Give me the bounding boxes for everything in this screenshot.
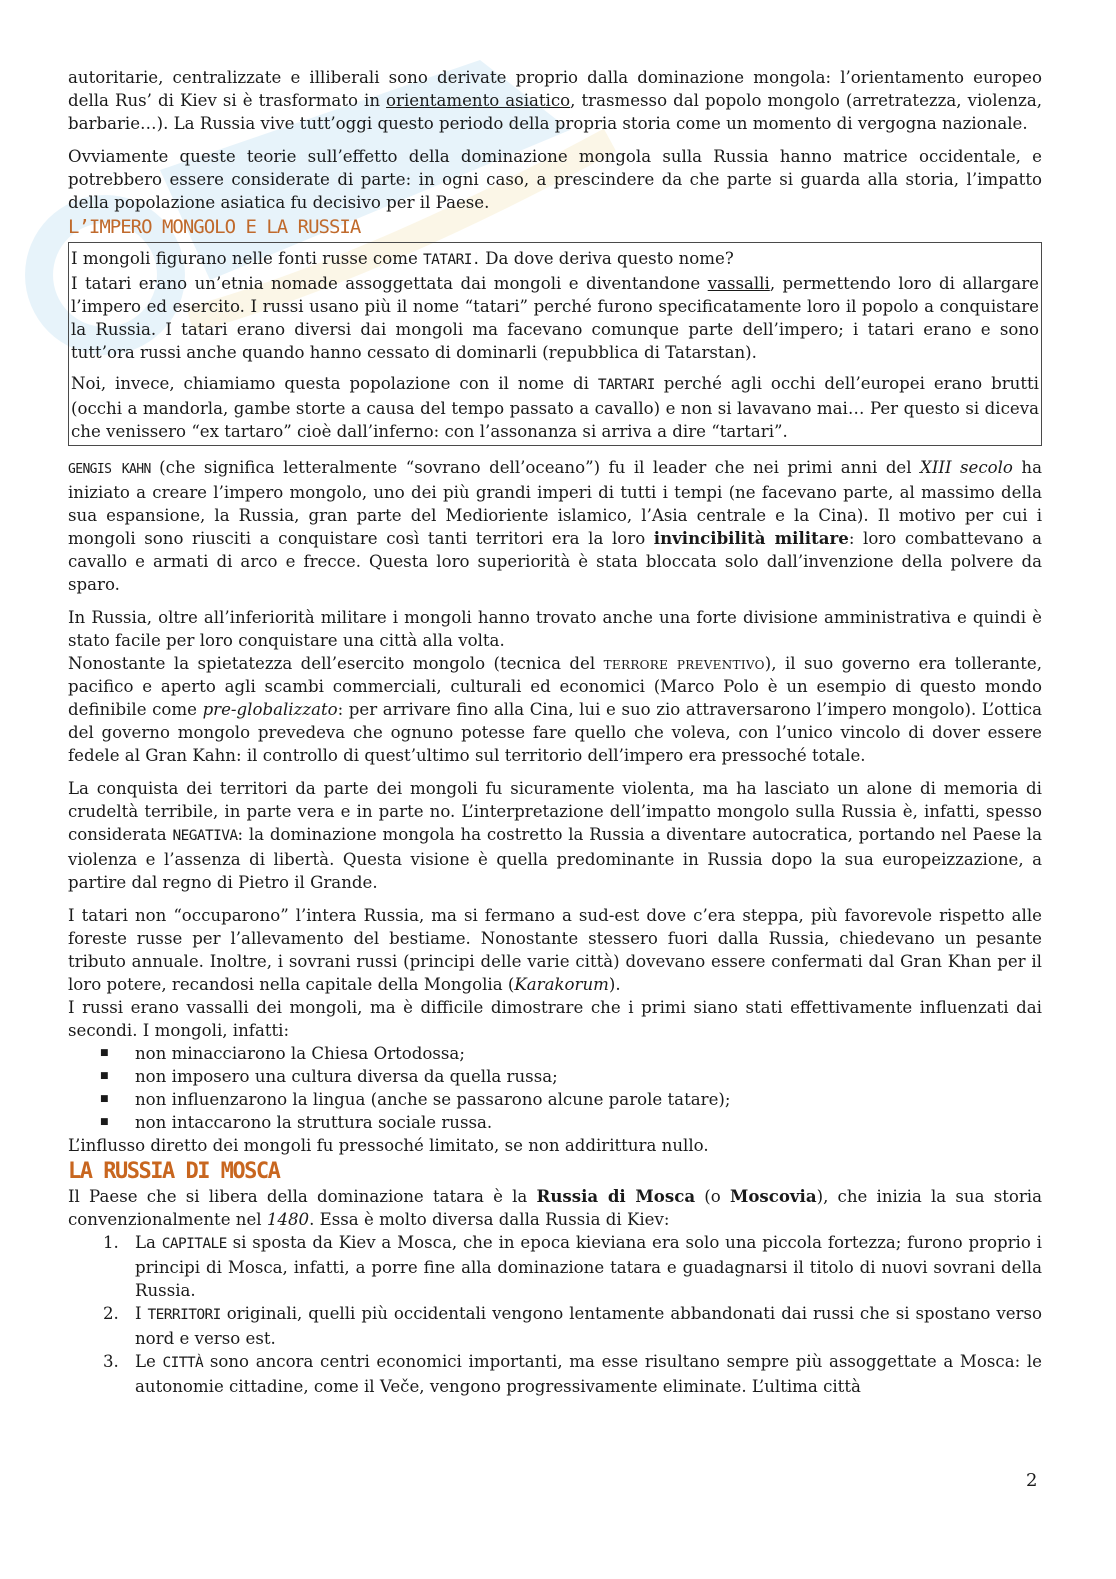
box-paragraph-tartari: Noi, invece, chiamiamo questa popolazione con il nome di TARTARI perché agli occhi dell’europei erano brutti (occhi a mandorla, gambe storte a causa del tempo passato a cavallo) e non si lavavano mai… Per questo si diceva che venissero “ex tartaro” cioè dall’inferno: con l’assonanza si arriva a dire “tartari”. [71, 374, 1039, 441]
page-number: 2 [1026, 1470, 1038, 1491]
moscovia-differences-list [68, 1231, 1042, 1398]
paragraph-tatari-tributo: I tatari non “occuparono” l’intera Russia, ma si fermano a sud-est dove c’era steppa, più favorevole rispetto alle foreste russe per l’allevamento del bestiame. Nonostante stessero fuori dalla Russia, chiedevano un pesante tributo annuale. Inoltre, i sovrani russi (principi delle varie città) dovevano essere confermati dal Gran Khan per il loro potere, recandosi nella capitale della Mongolia (Karakorum). I russi erano vassalli dei mongoli, ma è difficile dimostrare che i primi siano stati effettivamente influenzati dai secondi. I mongoli, infatti: [68, 906, 1042, 1040]
section-heading-impero-mongolo: L’IMPERO MONGOLO E LA RUSSIA [68, 216, 361, 238]
document-page [68, 66, 1042, 1398]
list-item: 2. I TERRITORI originali, quelli più occidentali vengono lentamente abbandonati dai russi che si spostano verso nord e verso est. [103, 1304, 1042, 1348]
paragraph-western-theories: Ovviamente queste teorie sull’effetto della dominazione mongola sulla Russia hanno matrice occidentale, e potrebbero essere considerate di parte: in ogni caso, a prescindere da che parte si guarda alla storia, l’impatto della popolazione asiatica fu decisivo per il Paese. [68, 147, 1042, 212]
list-item: ■ non influenzarono la lingua (anche se passarono alcune parole tatare); [68, 1088, 1042, 1111]
list-item: ■ non imposero una cultura diversa da quella russa; [68, 1065, 1042, 1088]
paragraph-conquista-violenta: La conquista dei territori da parte dei mongoli fu sicuramente violenta, ma ha lasciato un alone di memoria di crudeltà terribile, in parte vera e in parte no. L’interpretazione dell’impatto mongolo sulla Russia è, infatti, spesso considerata NEGATIVA: la dominazione mongola ha costretto la Russia a diventare autocratica, portando nel Paese la violenza e l’assenza di libertà. Questa visione è quella predominante in Russia dopo la sua europeizzazione, a partire dal regno di Pietro il Grande. [68, 779, 1042, 892]
list-item: 3. Le CITTÀ sono ancora centri economici importanti, ma esse risultano sempre più assoggettate a Mosca: le autonomie cittadine, come il Veče, vengono progressivamente eliminate. L’ultima città [103, 1352, 1042, 1396]
list-item: ■ non intaccarono la struttura sociale russa. [68, 1111, 1042, 1134]
box-paragraph-tatari: I mongoli figurano nelle fonti russe come TATARI. Da dove deriva questo nome? I tatari erano un’etnia nomade assoggettata dai mongoli e diventandone vassalli, permettendo loro di allargare l’impero ed esercito. I russi usano più il nome “tatari” perché furono specificatamente loro il popolo a conquistare la Russia. I tatari erano diversi dai mongoli ma facevano comunque parte dell’impero; i tatari erano e sono tutt’ora russi anche quando hanno cessato di dominarli (repubblica di Tatarstan). [71, 249, 1039, 362]
tatari-info-box [68, 242, 1042, 446]
paragraph-gengis-khan: GENGIS KAHN (che significa letteralmente “sovrano dell’oceano”) fu il leader che nei primi anni del XIII secolo ha iniziato a creare l’impero mongolo, uno dei più grandi imperi di tutti i tempi (ne facevano parte, al massimo della sua espansione, la Russia, gran parte del Medioriente islamico, l’Asia centrale e la Cina). Il motivo per cui i mongoli sono riusciti a conquistare così tanti territori era la loro invincibilità militare: loro combattevano a cavallo e armati di arco e frecce. Questa loro superiorità è stata bloccata solo dall’invenzione della polvere da sparo. [68, 458, 1042, 594]
list-item: ■ non minacciarono la Chiesa Ortodossa; [68, 1042, 1042, 1065]
mongol-influence-list [68, 1042, 1042, 1134]
paragraph-russia-divisione: In Russia, oltre all’inferiorità militare i mongoli hanno trovato anche una forte divisione amministrativa e quindi è stato facile per loro conquistare una città alla volta. Nonostante la spietatezza dell’esercito mongolo (tecnica del terrore preventivo), il suo governo era tollerante, pacifico e aperto agli scambi commerciali, culturali ed economici (Marco Polo è un esempio di questo mondo definibile come pre-globalizzato: per arrivare fino alla Cina, lui e suo zio attraversarono l’impero mongolo). L’ottica del governo mongolo prevedeva che ognuno potesse fare quello che voleva, con l’unico vincolo di dover essere fedele al Gran Kahn: il controllo di quest’ultimo sul territorio dell’impero era pressoché totale. [68, 608, 1042, 765]
list-item: 1. La CAPITALE si sposta da Kiev a Mosca, che in epoca kieviana era solo una piccola fortezza; furono proprio i principi di Mosca, infatti, a porre fine alla dominazione tatara e guadagnarsi il titolo di nuovi sovrani della Russia. [103, 1233, 1042, 1300]
paragraph-intro-continuation: autoritarie, centralizzate e illiberali sono derivate proprio dalla dominazione mongola: l’orientamento europeo della Rus’ di Kiev si è trasformato in orientamento asiatico, trasmesso dal popolo mongolo (arretratezza, violenza, barbarie…). La Russia vive tutt’oggi questo periodo della propria storia come un momento di vergogna nazionale. [68, 68, 1042, 133]
paragraph-influsso-limitato: L’influsso diretto dei mongoli fu pressoché limitato, se non addirittura nullo. [68, 1136, 709, 1155]
paragraph-moscovia: Il Paese che si libera della dominazione tatara è la Russia di Mosca (o Moscovia), che inizia la sua storia convenzionalmente nel 1480. Essa è molto diversa dalla Russia di Kiev: [68, 1186, 1042, 1229]
section-heading-russia-di-mosca: LA RUSSIA DI MOSCA [68, 1159, 280, 1184]
